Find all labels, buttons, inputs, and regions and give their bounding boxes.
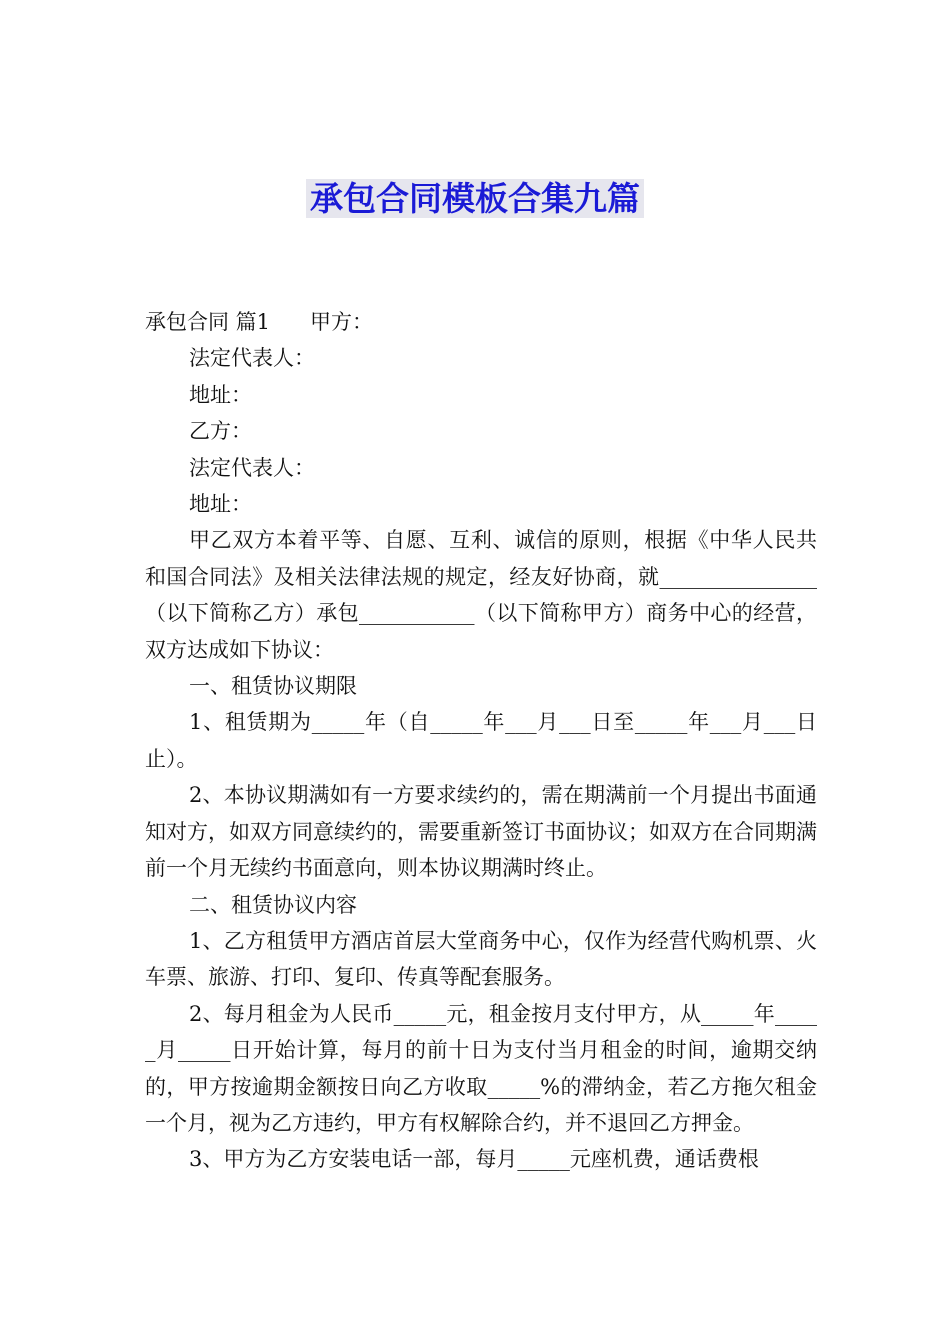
section-heading-term: 一、租赁协议期限: [189, 674, 357, 699]
paragraph-party-b: 乙方：: [189, 419, 252, 444]
paragraph-address-b: 地址：: [189, 492, 252, 517]
paragraph-preamble: 甲乙双方本着平等、自愿、互利、诚信的原则，根据《中华人民共和国合同法》及相关法律法规的规定，经友好协商，就_______________（以下简称乙方）承包___________（以下简称甲方）商务中心的经营，双方达成如下协议：: [145, 528, 817, 662]
clause-2-2: 2、每月租金为人民币_____元，租金按月支付甲方，从_____年_____月_____日开始计算，每月的前十日为支付当月租金的时间，逾期交纳的，甲方按逾期金额按日向乙方收取_____%的滞纳金，若乙方拖欠租金一个月，视为乙方违约，甲方有权解除合约，并不退回乙方押金。: [145, 1001, 817, 1135]
clause-2-3: 3、甲方为乙方安装电话一部，每月_____元座机费，通话费根: [189, 1147, 759, 1172]
title-text: 承包合同模板合集九篇: [306, 179, 644, 218]
section-heading-content: 二、租赁协议内容: [189, 892, 357, 917]
clause-1-2: 2、本协议期满如有一方要求续约的，需在期满前一个月提出书面通知对方，如双方同意续约的，需要重新签订书面协议；如双方在合同期满前一个月无续约书面意向，则本协议期满时终止。: [145, 783, 817, 881]
clause-2-1: 1、乙方租赁甲方酒店首层大堂商务中心，仅作为经营代购机票、火车票、旅游、打印、复印、传真等配套服务。: [145, 928, 817, 990]
document-body: [145, 304, 817, 1178]
paragraph-legal-rep-b: 法定代表人：: [189, 455, 315, 480]
document-title: [0, 176, 950, 222]
section-heading: [145, 304, 817, 340]
clause-1-1: 1、租赁期为_____年（自_____年___月___日至_____年___月___日止）。: [145, 710, 818, 771]
paragraph-address-a: 地址：: [189, 382, 252, 407]
party-a-label: 甲方：: [310, 310, 374, 334]
paragraph-legal-rep-a: 法定代表人：: [189, 346, 315, 371]
section-label: 承包合同 篇1: [145, 310, 271, 334]
